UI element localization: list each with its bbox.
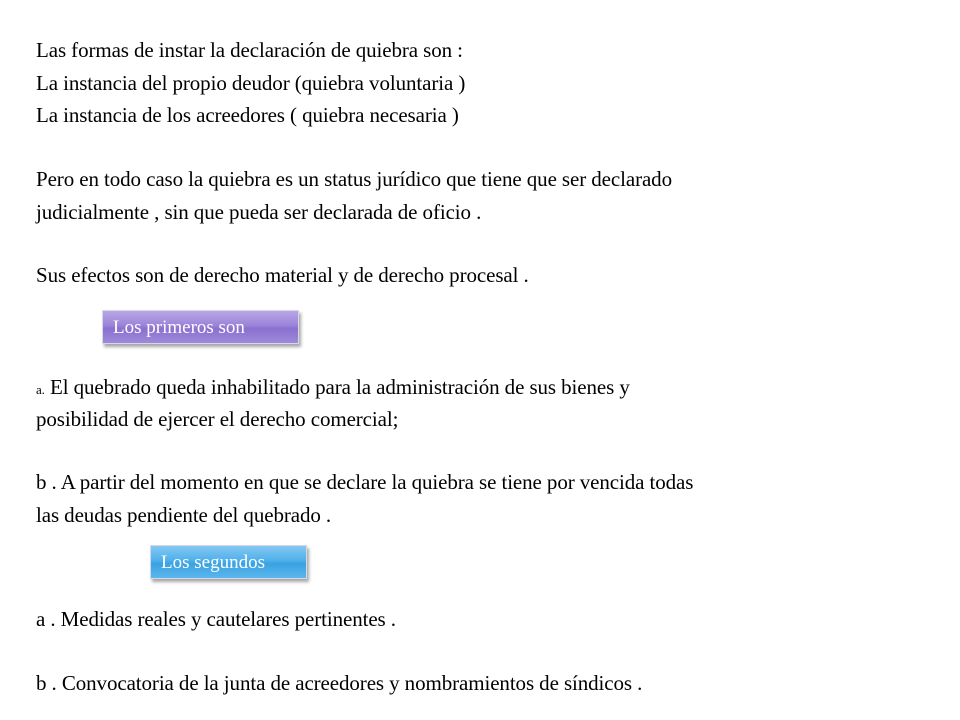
effects-line: Sus efectos son de derecho material y de derecho procesal . [36, 263, 529, 287]
first-effect-a-marker: a. [36, 382, 45, 397]
first-effect-b-line-1: b . A partir del momento en que se declare la quiebra se tiene por vencida todas [36, 470, 694, 494]
first-effect-a-line-1 [36, 374, 630, 403]
first-effect-a-line-2: posibilidad de ejercer el derecho comercial; [36, 407, 399, 431]
status-line-2: judicialmente , sin que pueda ser declarada de oficio . [36, 200, 482, 224]
status-line-1: Pero en todo caso la quiebra es un status jurídico que tiene que ser declarado [36, 167, 672, 191]
second-effect-b-line: b . Convocatoria de la junta de acreedores y nombramientos de síndicos . [36, 671, 643, 695]
second-effects-label: Los segundos [150, 545, 307, 579]
intro-line-2: La instancia del propio deudor (quiebra voluntaria ) [36, 71, 466, 95]
first-effect-b-line-2: las deudas pendiente del quebrado . [36, 503, 332, 527]
first-effect-a-text: El quebrado queda inhabilitado para la administración de sus bienes y [44, 375, 630, 399]
intro-line-3: La instancia de los acreedores ( quiebra necesaria ) [36, 103, 459, 127]
first-effects-label: Los primeros son [102, 310, 299, 344]
intro-line-1: Las formas de instar la declaración de quiebra son : [36, 38, 463, 62]
second-effect-a-line: a . Medidas reales y cautelares pertinentes . [36, 607, 396, 631]
